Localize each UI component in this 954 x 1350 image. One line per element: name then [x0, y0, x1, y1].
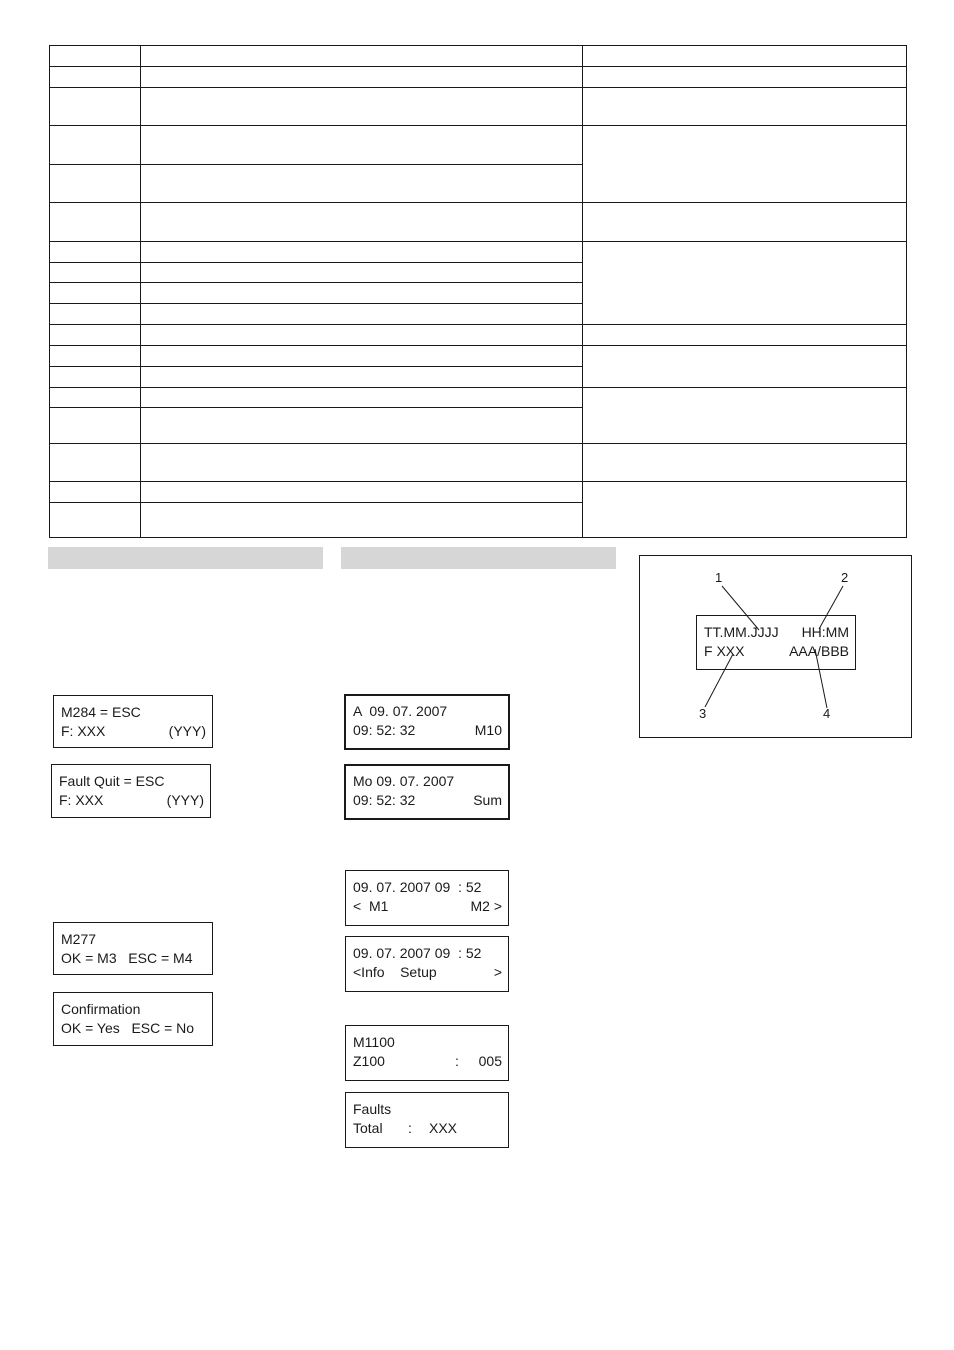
lcd-nav-left: <Info Setup — [353, 964, 437, 980]
lcd-menu-code: Sum — [473, 792, 502, 808]
date-placeholder: TT.MM.JJJJ — [704, 624, 779, 640]
lcd-fault-code: F: XXX — [61, 723, 106, 739]
lcd-date-a — [344, 694, 510, 750]
lcd-separator: : — [408, 1120, 412, 1136]
fault-placeholder: F XXX — [704, 643, 745, 659]
lcd-confirmation — [53, 992, 213, 1046]
lcd-separator: : — [455, 1053, 459, 1069]
lcd-time: 09: 52: 32 — [353, 792, 416, 808]
time-placeholder: HH:MM — [801, 624, 849, 640]
lcd-m277 — [53, 922, 213, 975]
lcd-line-1: Mo 09. 07. 2007 — [353, 773, 455, 789]
lcd-line-2: OK = Yes ESC = No — [61, 1020, 195, 1036]
display-layout-diagram — [639, 555, 912, 738]
lcd-nav-right: > — [493, 964, 502, 980]
callout-1: 1 — [715, 570, 723, 585]
lcd-fault-quit — [51, 764, 211, 818]
lcd-fault-detail: (YYY) — [166, 792, 204, 808]
lcd-line-1: Confirmation — [61, 1001, 141, 1017]
callout-4: 4 — [823, 706, 831, 721]
lcd-menu-info — [345, 936, 509, 992]
callout-2: 2 — [841, 570, 849, 585]
lcd-total-value: XXX — [428, 1120, 457, 1136]
middle-section-header — [341, 547, 616, 569]
callout-3: 3 — [699, 706, 707, 721]
lcd-date-mo — [344, 764, 510, 820]
lcd-line-1: M1100 — [353, 1034, 395, 1050]
lcd-time: 09: 52: 32 — [353, 722, 416, 738]
counter-placeholder: AAA/BBB — [789, 643, 849, 659]
lcd-line-2: OK = M3 ESC = M4 — [61, 950, 193, 966]
lcd-menu-m — [345, 870, 509, 926]
lcd-menu-code: M10 — [474, 722, 502, 738]
lcd-total-label: Total — [353, 1120, 383, 1136]
lcd-m284 — [53, 695, 213, 748]
lcd-nav-left: < M1 — [353, 898, 389, 914]
lcd-nav-right: M2 > — [470, 898, 502, 914]
lcd-fault-code: F: XXX — [59, 792, 104, 808]
lcd-faults — [345, 1092, 509, 1148]
lcd-fault-detail: (YYY) — [168, 723, 206, 739]
left-section-header — [48, 547, 323, 569]
diagram-display — [696, 615, 856, 670]
lcd-line-1: Faults — [353, 1101, 392, 1117]
lcd-line-1: 09. 07. 2007 09 : 52 — [353, 945, 482, 961]
lcd-line-1: A 09. 07. 2007 — [353, 703, 448, 719]
lcd-line-1: Fault Quit = ESC — [59, 773, 165, 789]
lcd-m1100 — [345, 1025, 509, 1081]
lcd-line-1: M284 = ESC — [61, 704, 141, 720]
lcd-counter-value: 005 — [478, 1053, 502, 1069]
lcd-line-1: M277 — [61, 931, 97, 947]
lcd-counter-label: Z100 — [353, 1053, 385, 1069]
lcd-line-1: 09. 07. 2007 09 : 52 — [353, 879, 482, 895]
